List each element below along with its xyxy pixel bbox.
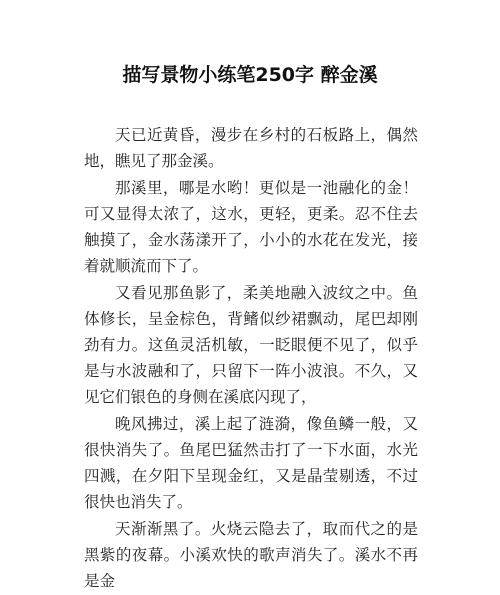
article-body <box>84 122 418 595</box>
paragraph-5: 天渐渐黑了。火烧云隐去了，取而代之的是黑紫的夜幕。小溪欢快的歌声消失了。溪水不再是金 <box>84 520 418 590</box>
paragraph-3: 又看见那鱼影了，柔美地融入波纹之中。鱼体修长，呈金棕色，背鳍似纱裙飘动，尾巴却刚劲有力。这鱼灵活机敏，一眨眼便不见了，似乎是与水波融和了，只留下一阵小波浪。不久，又见它们银色的身侧在溪底闪现了， <box>84 284 418 406</box>
paragraph-1: 天已近黄昏，漫步在乡村的石板路上，偶然地，瞧见了那金溪。 <box>84 126 418 170</box>
article-title: 描写景物小练笔250字 醉金溪 <box>122 64 378 86</box>
paragraph-4: 晚风拂过，溪上起了涟漪，像鱼鳞一般，又很快消失了。鱼尾巴猛然击打了一下水面，水光四溅，在夕阳下呈现金红，又是晶莹剔透，不过很快也消失了。 <box>84 415 418 511</box>
paragraph-2: 那溪里，哪是水哟！更似是一池融化的金！可又显得太浓了，这水，更轻，更柔。忍不住去触摸了，金水荡漾开了，小小的水花在发光，接着就顺流而下了。 <box>84 179 418 275</box>
